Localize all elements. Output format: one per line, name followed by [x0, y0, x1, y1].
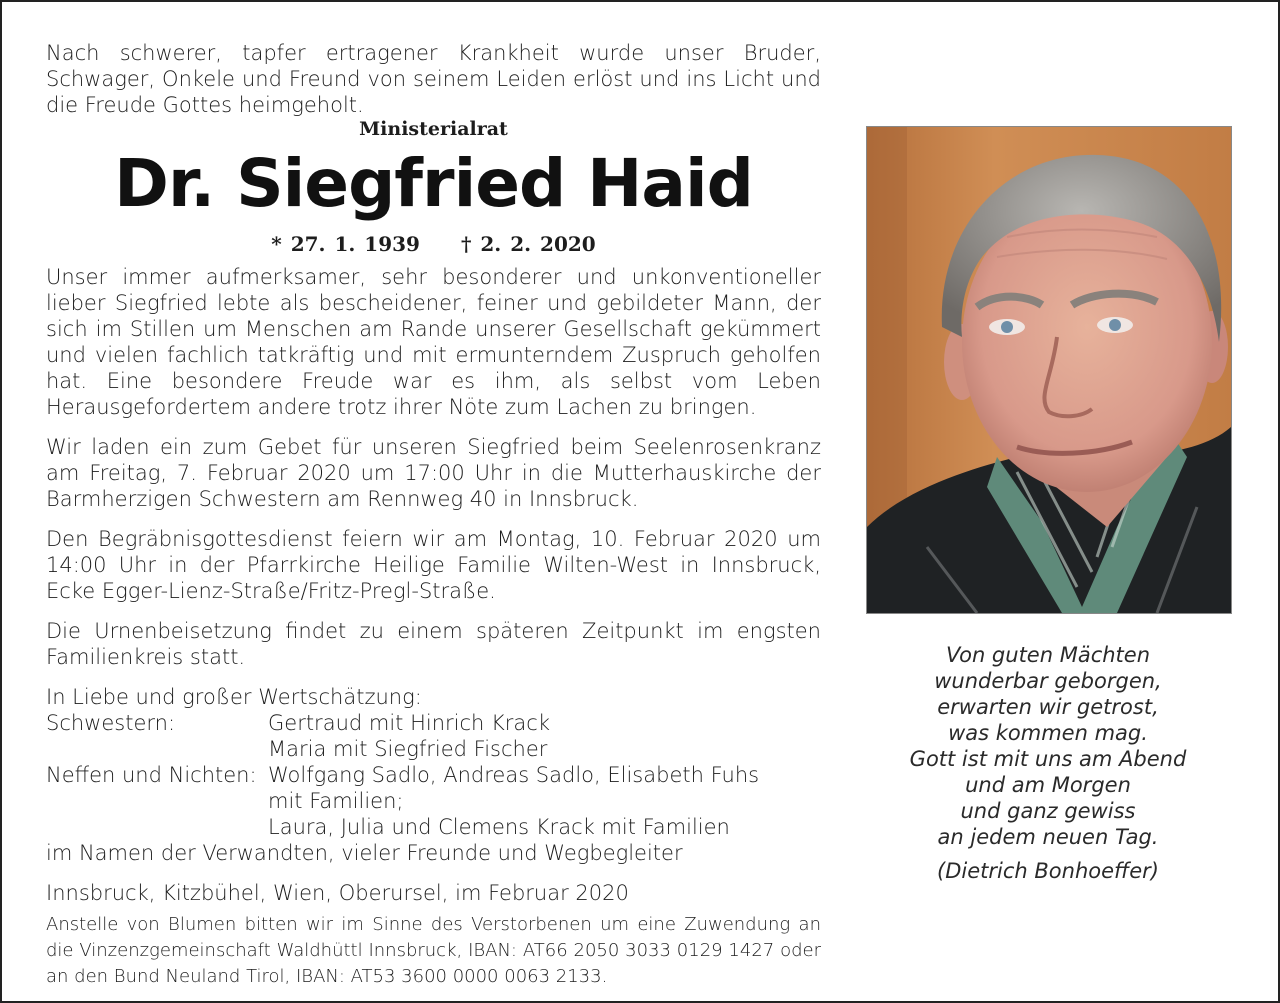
donation-text: Anstelle von Blumen bitten wir im Sinne des Verstorbenen um eine Zuwendung an die Vinzenzgemeinschaft Waldhüttl Innsbruck, IBAN: AT66 2050 3033 0129 1427 oder an den Bund Neuland Tirol, IBAN: AT53 3600 0000 0063 2133.	[46, 914, 821, 987]
nephews-label: Neffen und Nichten:	[46, 763, 257, 787]
poem-line: erwarten wir getrost,	[937, 695, 1159, 719]
notice-text-column	[46, 40, 821, 990]
birth-date: * 27. 1. 1939	[271, 232, 420, 256]
deceased-name: Dr. Siegfried Haid	[114, 145, 753, 222]
sisters-row	[46, 710, 821, 762]
sisters-list	[268, 710, 821, 762]
poem-line: was kommen mag.	[948, 721, 1148, 745]
list-item: mit Familien;	[268, 789, 404, 813]
bonhoeffer-poem	[866, 642, 1230, 884]
poem-line: wunderbar geborgen,	[934, 669, 1162, 693]
poem-line: an jedem neuen Tag.	[937, 825, 1159, 849]
portrait-illustration	[867, 127, 1231, 613]
portrait-photo	[866, 126, 1232, 614]
urn-paragraph: Die Urnenbeisetzung findet zu einem späteren Zeitpunkt im engsten Familienkreis statt.	[46, 619, 821, 669]
sisters-label: Schwestern:	[46, 711, 176, 735]
intro-text: Nach schwerer, tapfer ertragener Krankheit wurde unser Bruder, Schwager, Onkele und Freund von seinem Leiden erlöst und ins Licht und die Freude Gottes heimgeholt.	[46, 41, 821, 117]
life-dates	[46, 230, 821, 258]
rank-title: Ministerialrat	[359, 118, 508, 140]
list-item: Wolfgang Sadlo, Andreas Sadlo, Elisabeth Fuhs	[268, 763, 760, 787]
poem-line: Von guten Mächten	[945, 643, 1151, 667]
nephews-list	[268, 762, 821, 840]
list-item: Laura, Julia und Clemens Krack mit Familien	[268, 815, 730, 839]
tribute-paragraph: Unser immer aufmerksamer, sehr besonderer und unkonventioneller lieber Siegfried lebte als bescheidener, feiner und gebildeter Mann, der sich im Stillen um Menschen am Rande unserer Gesellschaft gekümmert und vielen fachlich tatkräftig und mit ermunterndem Zuspruch geholfen hat. Eine besondere Freude war es ihm, als selbst vom Leben Herausgefordertem andere trotz ihrer Nöte zum Lachen zu bringen.	[46, 265, 821, 419]
poem-author: (Dietrich Bonhoeffer)	[937, 859, 1159, 883]
list-item: Maria mit Siegfried Fischer	[268, 737, 548, 761]
rosary-paragraph: Wir laden ein zum Gebet für unseren Siegfried beim Seelenrosenkranz am Freitag, 7. Februar 2020 um 17:00 Uhr in die Mutterhauskirche der Barmherzigen Schwestern am Rennweg 40 in Innsbruck.	[46, 435, 821, 511]
death-date: † 2. 2. 2020	[460, 232, 596, 256]
list-item: Gertraud mit Hinrich Krack	[268, 711, 550, 735]
place-date: Innsbruck, Kitzbühel, Wien, Oberursel, im Februar 2020	[46, 881, 629, 905]
nephews-row	[46, 762, 821, 840]
poem-line: Gott ist mit uns am Abend	[909, 747, 1187, 771]
poem-line: und ganz gewiss	[960, 799, 1136, 823]
poem-line: und am Morgen	[965, 773, 1131, 797]
mourners-closing: im Namen der Verwandten, vieler Freunde und Wegbegleiter	[46, 841, 683, 865]
mourners-intro: In Liebe und großer Wertschätzung:	[46, 685, 422, 709]
funeral-paragraph: Den Begräbnisgottesdienst feiern wir am Montag, 10. Februar 2020 um 14:00 Uhr in der Pfarrkirche Heilige Familie Wilten-West in Innsbruck, Ecke Egger-Lienz-Straße/Fritz-Pregl-Straße.	[46, 527, 821, 603]
